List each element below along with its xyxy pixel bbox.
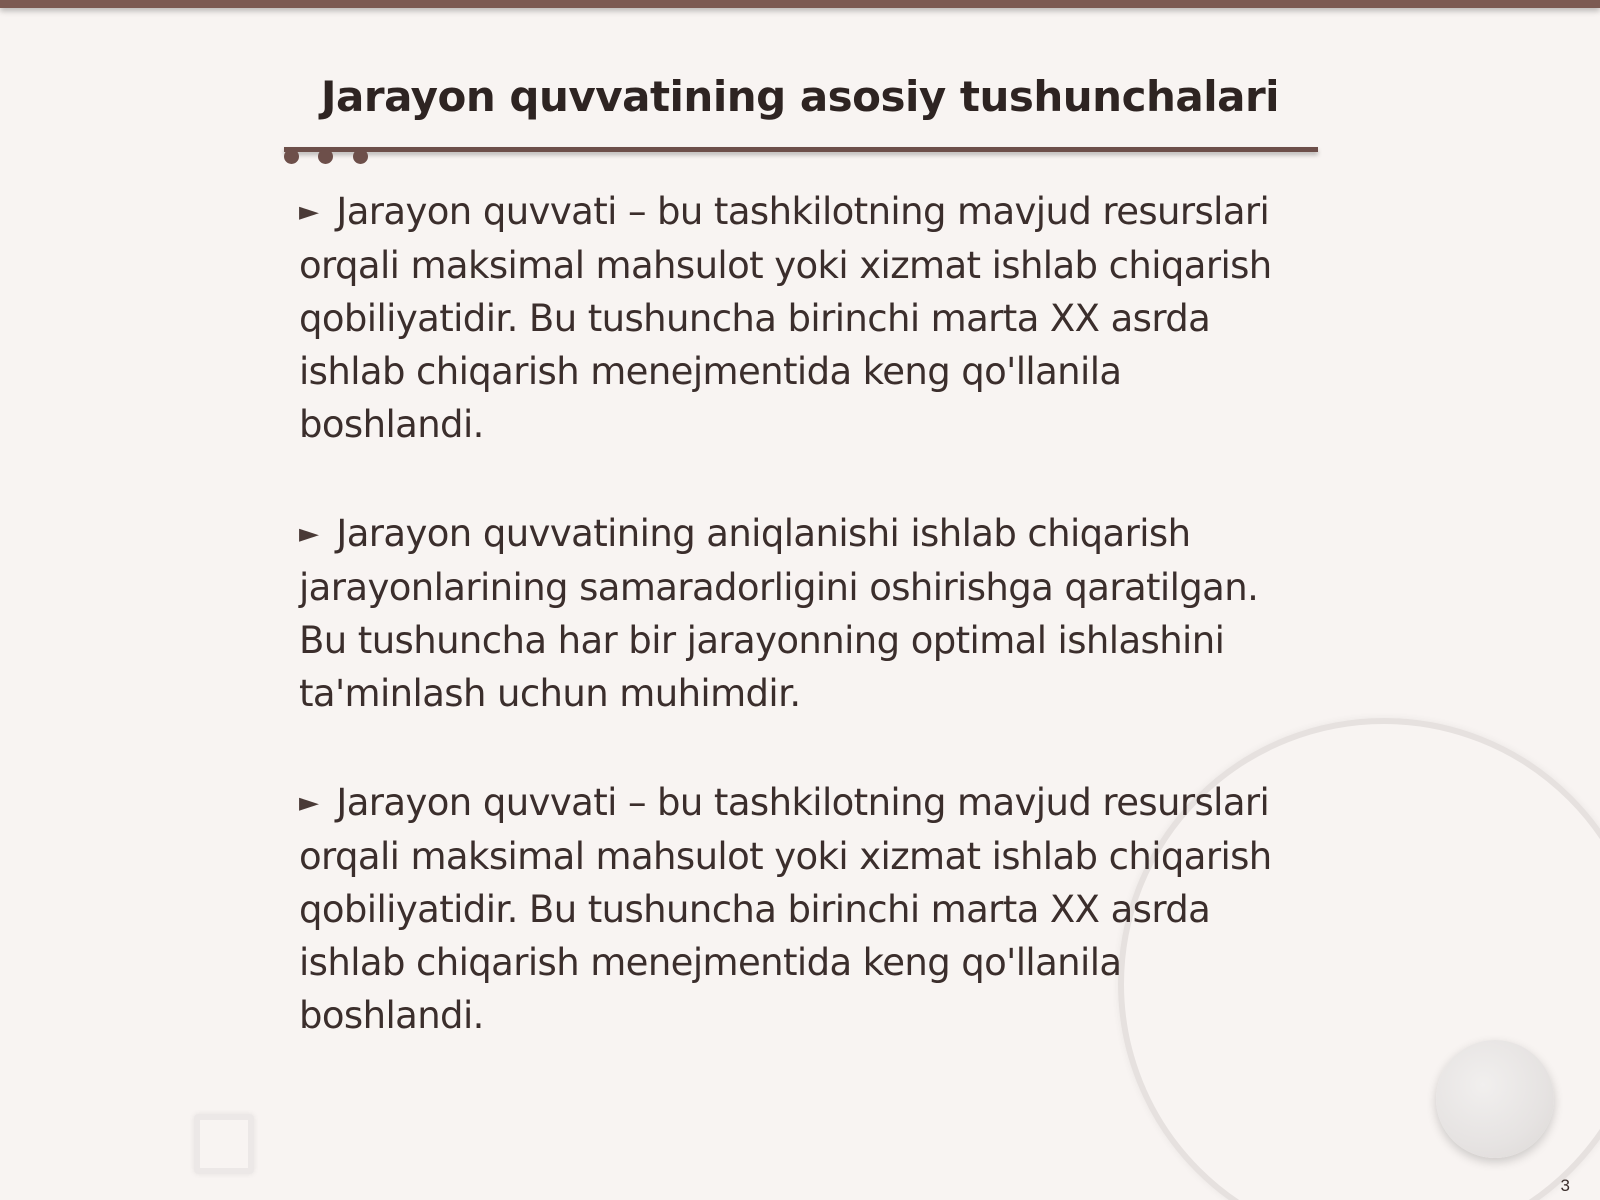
bullet-list: [299, 185, 1299, 1098]
title-underline: [284, 147, 1318, 152]
bullet-text: Jarayon quvvati – bu tashkilotning mavjud resurslari orqali maksimal mahsulot yoki xizmat ishlab chiqarish qobiliyatidir. Bu tushuncha birinchi marta XX asrda ishlab chiqarish menejmentida keng qo'llanila boshlandi.: [299, 190, 1272, 446]
bullet-text: Jarayon quvvatining aniqlanishi ishlab chiqarish jarayonlarining samaradorligini oshirishga qaratilgan. Bu tushuncha har bir jarayonning optimal ishlashini ta'minlash uchun muhimdir.: [299, 512, 1259, 715]
bullet-arrow-icon: ►: [299, 519, 319, 549]
bullet-arrow-icon: ►: [299, 788, 319, 818]
bullet-paragraph: [299, 776, 1299, 1042]
underline-dot: [353, 149, 368, 164]
bullet-paragraph: [299, 185, 1299, 451]
bullet-text: Jarayon quvvati – bu tashkilotning mavjud resurslari orqali maksimal mahsulot yoki xizmat ishlab chiqarish qobiliyatidir. Bu tushuncha birinchi marta XX asrda ishlab chiqarish menejmentida keng qo'llanila boshlandi.: [299, 781, 1272, 1037]
page-number: 3: [1560, 1176, 1570, 1195]
bullet-paragraph: [299, 507, 1299, 720]
bullet-arrow-icon: ►: [299, 197, 319, 227]
underline-dot: [318, 149, 333, 164]
top-accent-bar: [0, 0, 1600, 8]
decorative-square: [194, 1114, 254, 1174]
slide-title: Jarayon quvvatining asosiy tushunchalari: [320, 72, 1280, 121]
decorative-disc: [1436, 1040, 1554, 1158]
underline-dot: [284, 149, 299, 164]
